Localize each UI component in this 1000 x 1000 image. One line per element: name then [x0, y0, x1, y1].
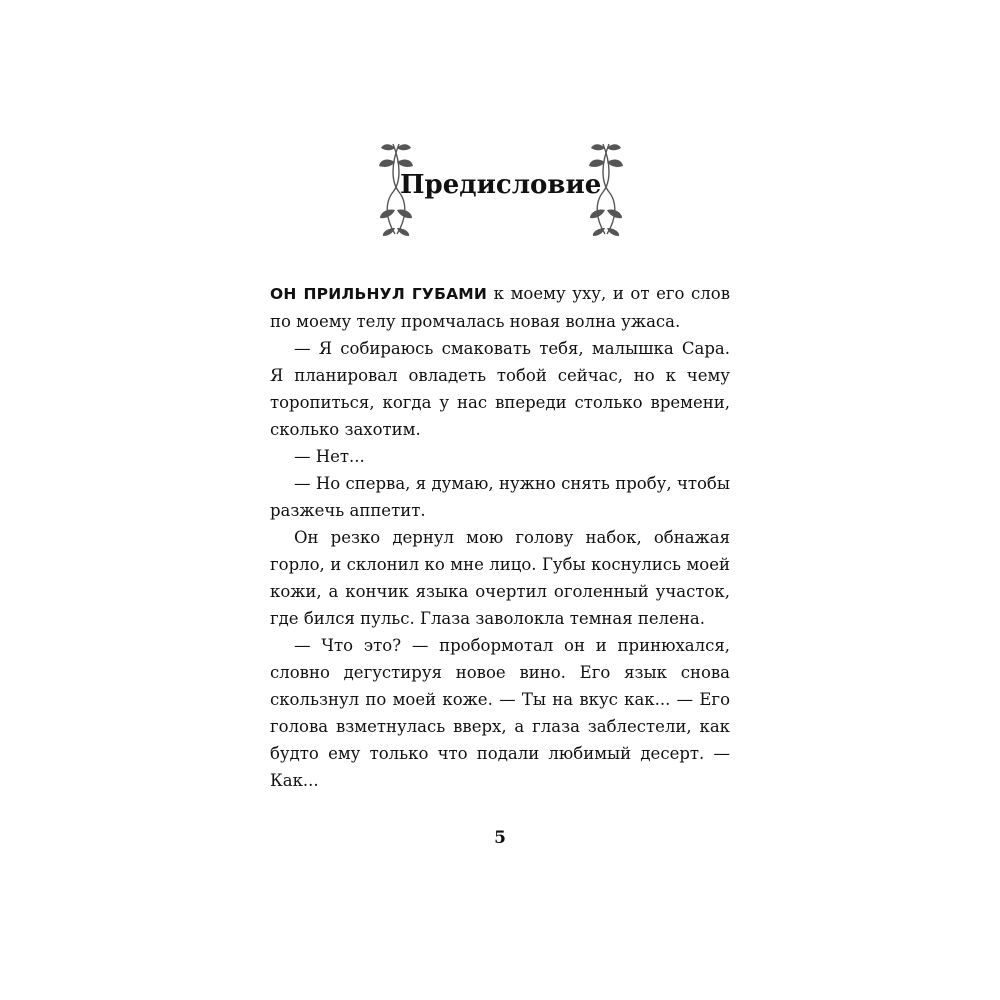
- lead-in-caps: ОН ПРИЛЬНУЛ ГУБАМИ: [270, 285, 488, 303]
- paragraph-1-text: к моему уху, и от его слов по моему телу промчалась новая волна ужаса.: [270, 284, 730, 331]
- paragraph-1: [270, 280, 730, 335]
- paragraph-6: — Что это? — пробормотал он и принюхался, словно дегустируя новое вино. Его язык снова скользнул по моей коже. — Ты на вкус как... — Его голова взметнулась вверх, а глаза заблестели, как будто ему только что подали любимый десерт. — Как...: [270, 636, 730, 790]
- paragraph-2: — Я собираюсь смаковать тебя, малышка Сара. Я планировал овладеть тобой сейчас, но к чему торопиться, когда у нас впереди столько времени, сколько захотим.: [270, 339, 730, 439]
- paragraph-3: — Нет...: [294, 447, 365, 466]
- body-text: [270, 280, 730, 794]
- paragraph-5: Он резко дернул мою голову набок, обнажая горло, и склонил ко мне лицо. Губы коснулись моей кожи, а кончик языка очертил оголенный участок, где бился пульс. Глаза заволокла темная пелена.: [270, 528, 730, 628]
- chapter-heading: [0, 138, 1000, 238]
- chapter-title: Предисловие: [400, 170, 602, 200]
- right-vine-ornament-icon: [581, 138, 631, 238]
- page-number: 5: [494, 828, 506, 848]
- paragraph-4: — Но сперва, я думаю, нужно снять пробу, чтобы разжечь аппетит.: [270, 474, 730, 520]
